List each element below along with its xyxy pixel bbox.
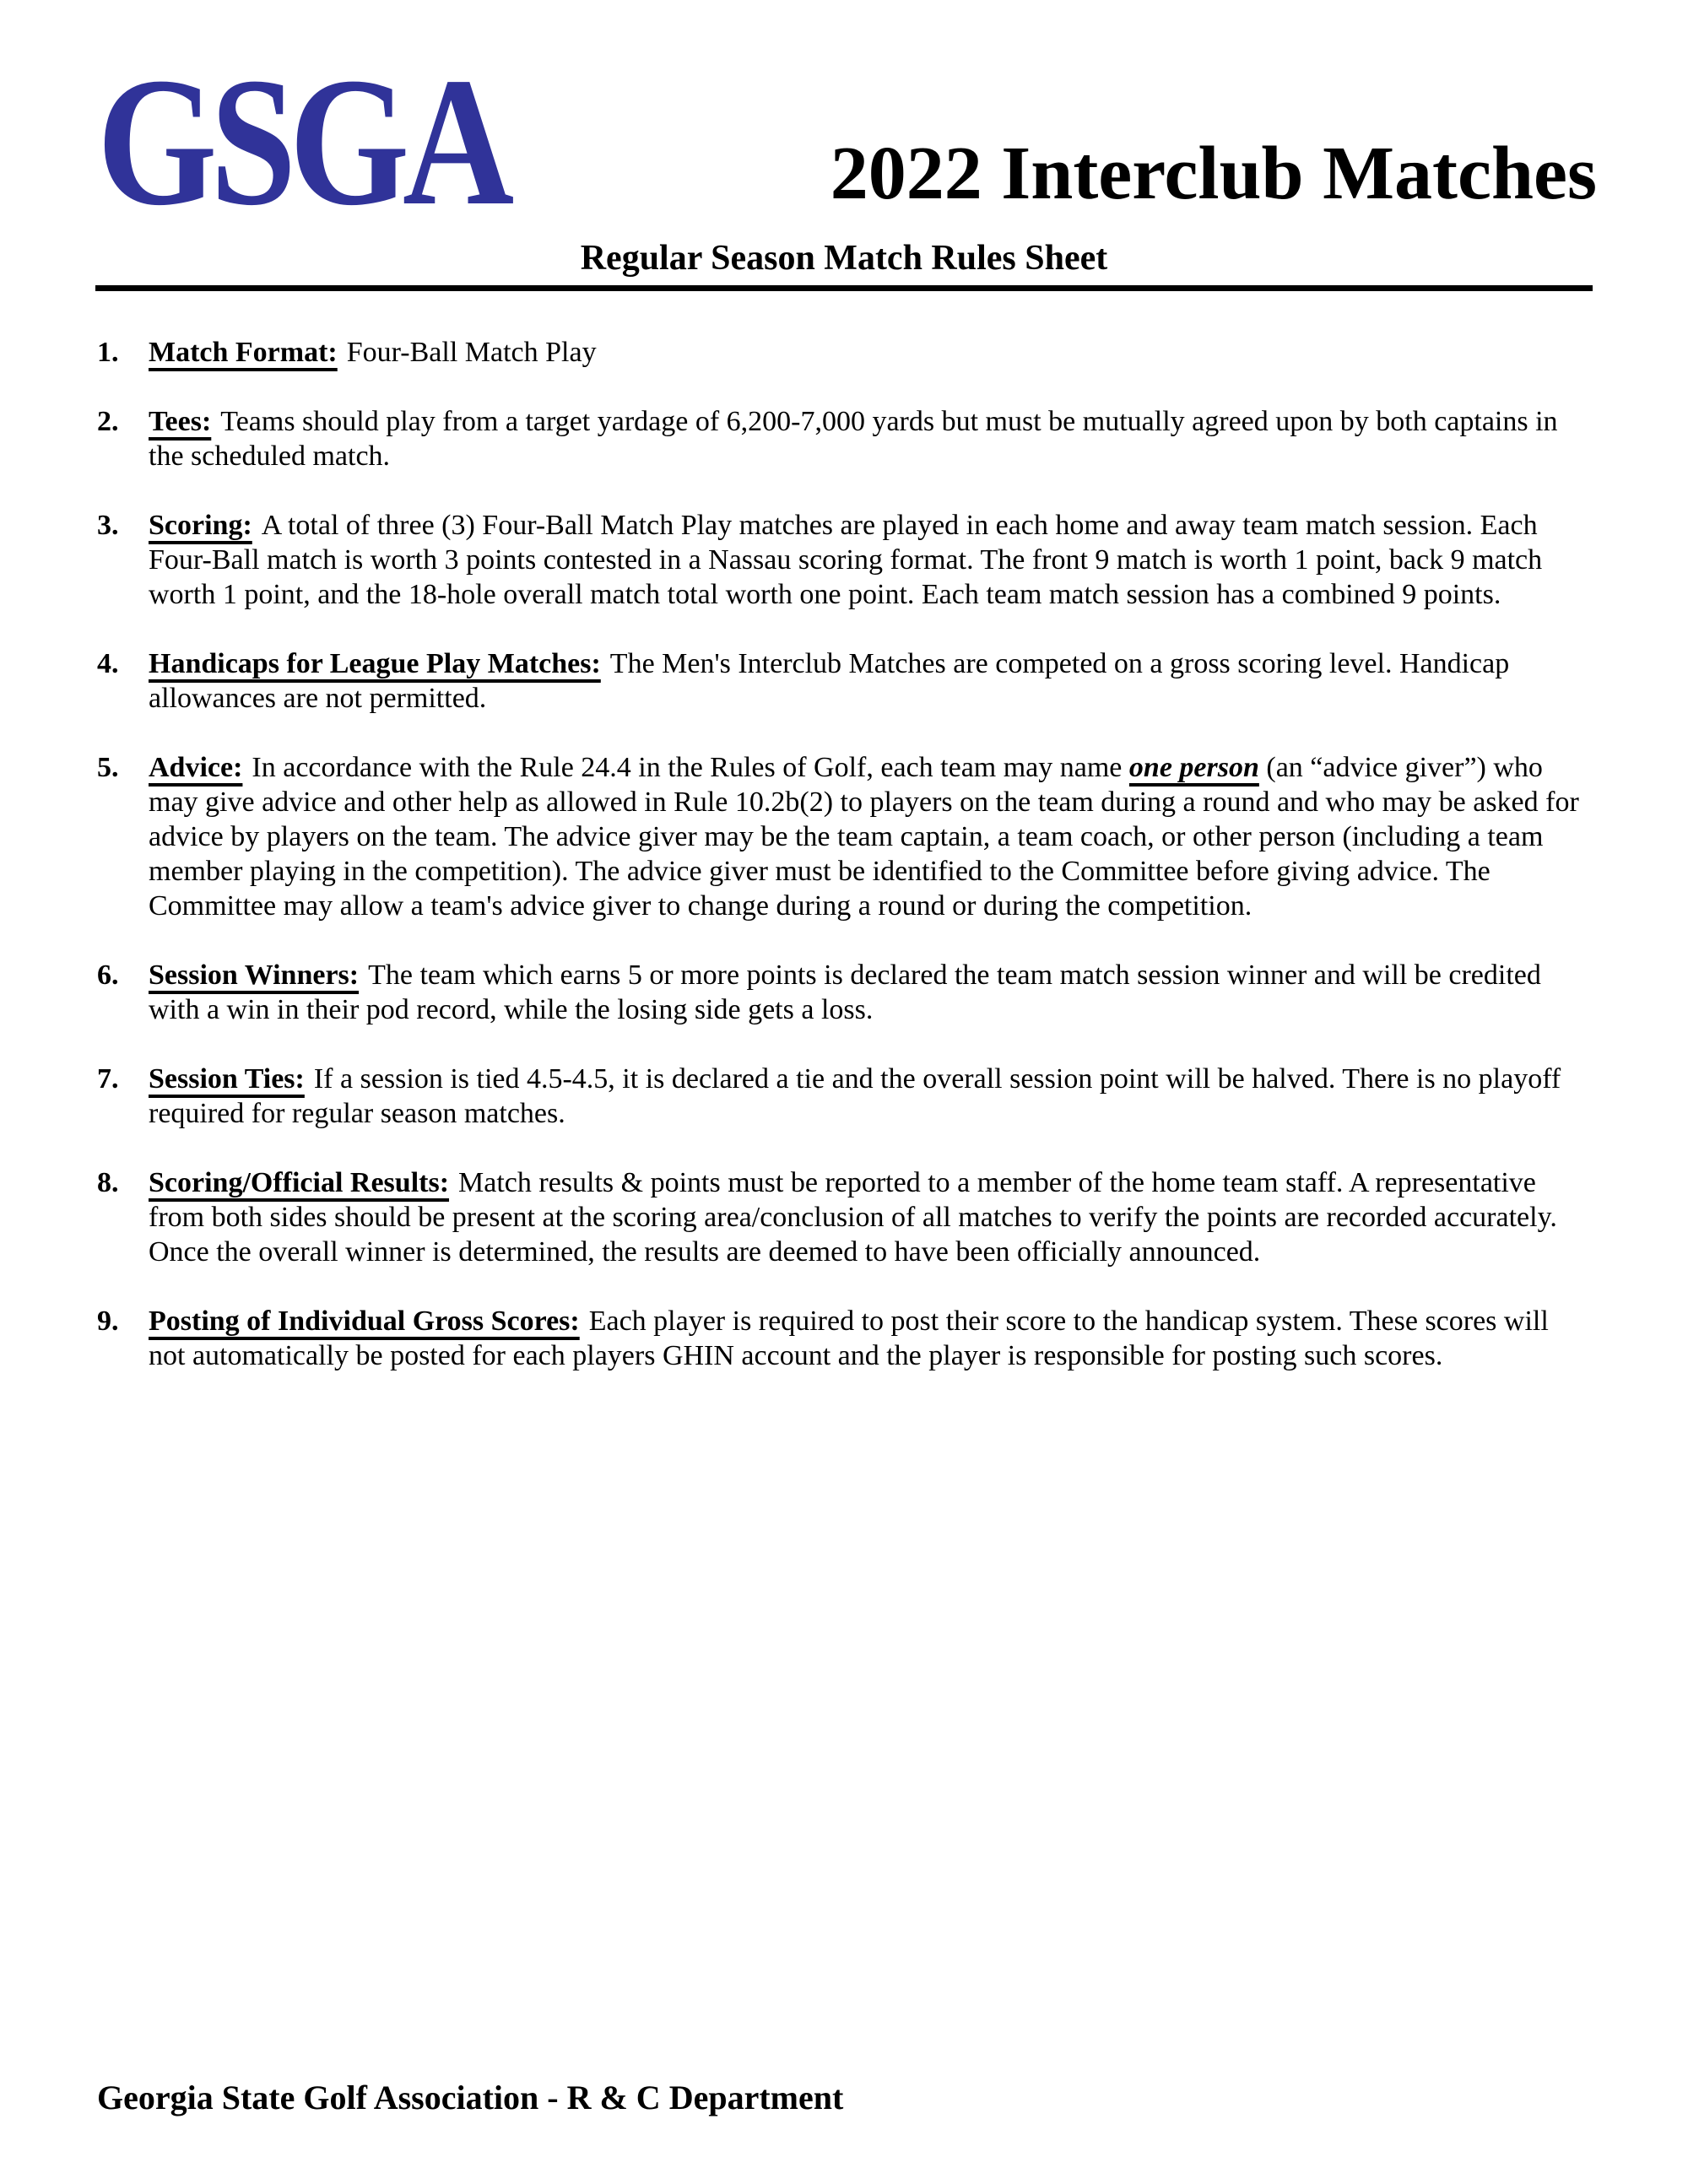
item-text: The Men's Interclub Matches are competed on a gross scoring level. Handicap allowances are not permitted. <box>149 648 1510 714</box>
list-item-official-results <box>97 1165 1591 1269</box>
list-item-session-ties <box>97 1062 1591 1131</box>
item-number: 8. <box>97 1167 119 1198</box>
list-item-posting-scores <box>97 1304 1591 1373</box>
item-body <box>149 1165 1591 1269</box>
item-term: Match Format: <box>149 337 338 368</box>
item-text: The team which earns 5 or more points is declared the team match session winner and will be credited with a win in their pod record, while the losing side gets a loss. <box>149 960 1541 1025</box>
footer-text: Georgia State Golf Association - R & C Department <box>97 2079 844 2116</box>
item-text: Teams should play from a target yardage of 6,200-7,000 yards but must be mutually agreed upon by both captains in the scheduled match. <box>149 406 1558 472</box>
subtitle: Regular Season Match Rules Sheet <box>580 239 1108 278</box>
document-header <box>0 0 1688 244</box>
item-body <box>149 404 1591 473</box>
item-number: 1. <box>97 337 119 368</box>
item-term: Posting of Individual Gross Scores: <box>149 1306 580 1337</box>
item-number: 3. <box>97 510 119 541</box>
item-text-emphasis: one person <box>1128 752 1259 783</box>
item-text: Each player is required to post their score to the handicap system. These scores will not automatically be posted for each players GHIN account and the player is responsible for posting such scores. <box>149 1306 1549 1371</box>
horizontal-divider <box>95 285 1593 291</box>
item-body <box>149 958 1591 1027</box>
list-item-advice <box>97 750 1591 923</box>
item-text: (an “advice giver”) who may give advice and other help as allowed in Rule 10.2b(2) to players on the team during a round and who may be asked for advice by players on the team. The advice giver may be the team captain, a team coach, or other person (including a team member playing in the competition). The advice giver must be identified to the Committee before giving advice. The Committee may allow a team's advice giver to change during a round or during the competition. <box>149 752 1579 922</box>
item-text: Match results & points must be reported to a member of the home team staff. A representative from both sides should be present at the scoring area/conclusion of all matches to verify the points are recorded accurately. Once the overall winner is determined, the results are deemed to have been officially announced. <box>149 1167 1557 1268</box>
rules-list <box>97 335 1591 1373</box>
list-item-tees <box>97 404 1591 473</box>
item-number: 7. <box>97 1063 119 1095</box>
item-body <box>149 1062 1591 1131</box>
item-number: 5. <box>97 752 119 783</box>
item-body <box>149 750 1591 923</box>
list-item-match-format <box>97 335 1591 370</box>
item-body <box>149 508 1591 612</box>
item-term: Scoring/Official Results: <box>149 1167 450 1198</box>
gsga-logo: GSGA <box>97 41 508 244</box>
item-number: 2. <box>97 406 119 437</box>
item-term: Tees: <box>149 406 212 437</box>
item-term: Session Ties: <box>149 1063 305 1095</box>
item-term: Scoring: <box>149 510 252 541</box>
list-item-scoring <box>97 508 1591 612</box>
item-body <box>149 1304 1591 1373</box>
item-text: In accordance with the Rule 24.4 in the Rules of Golf, each team may name <box>252 752 1129 783</box>
item-number: 4. <box>97 648 119 679</box>
item-text: If a session is tied 4.5-4.5, it is declared a tie and the overall session point will be halved. There is no playoff required for regular season matches. <box>149 1063 1561 1129</box>
item-term: Session Winners: <box>149 960 360 991</box>
item-number: 6. <box>97 960 119 991</box>
item-term: Advice: <box>149 752 243 783</box>
item-text: Four-Ball Match Play <box>346 337 597 368</box>
page-title: 2022 Interclub Matches <box>830 132 1597 216</box>
item-term: Handicaps for League Play Matches: <box>149 648 601 679</box>
item-number: 9. <box>97 1306 119 1337</box>
item-text: A total of three (3) Four-Ball Match Play matches are played in each home and away team match session. Each Four-Ball match is worth 3 points contested in a Nassau scoring format. The front 9 match is worth 1 point, back 9 match worth 1 point, and the 18-hole overall match total worth one point. Each team match session has a combined 9 points. <box>149 510 1543 610</box>
item-body <box>149 335 1591 370</box>
list-item-handicaps <box>97 646 1591 716</box>
item-body <box>149 646 1591 716</box>
list-item-session-winners <box>97 958 1591 1027</box>
